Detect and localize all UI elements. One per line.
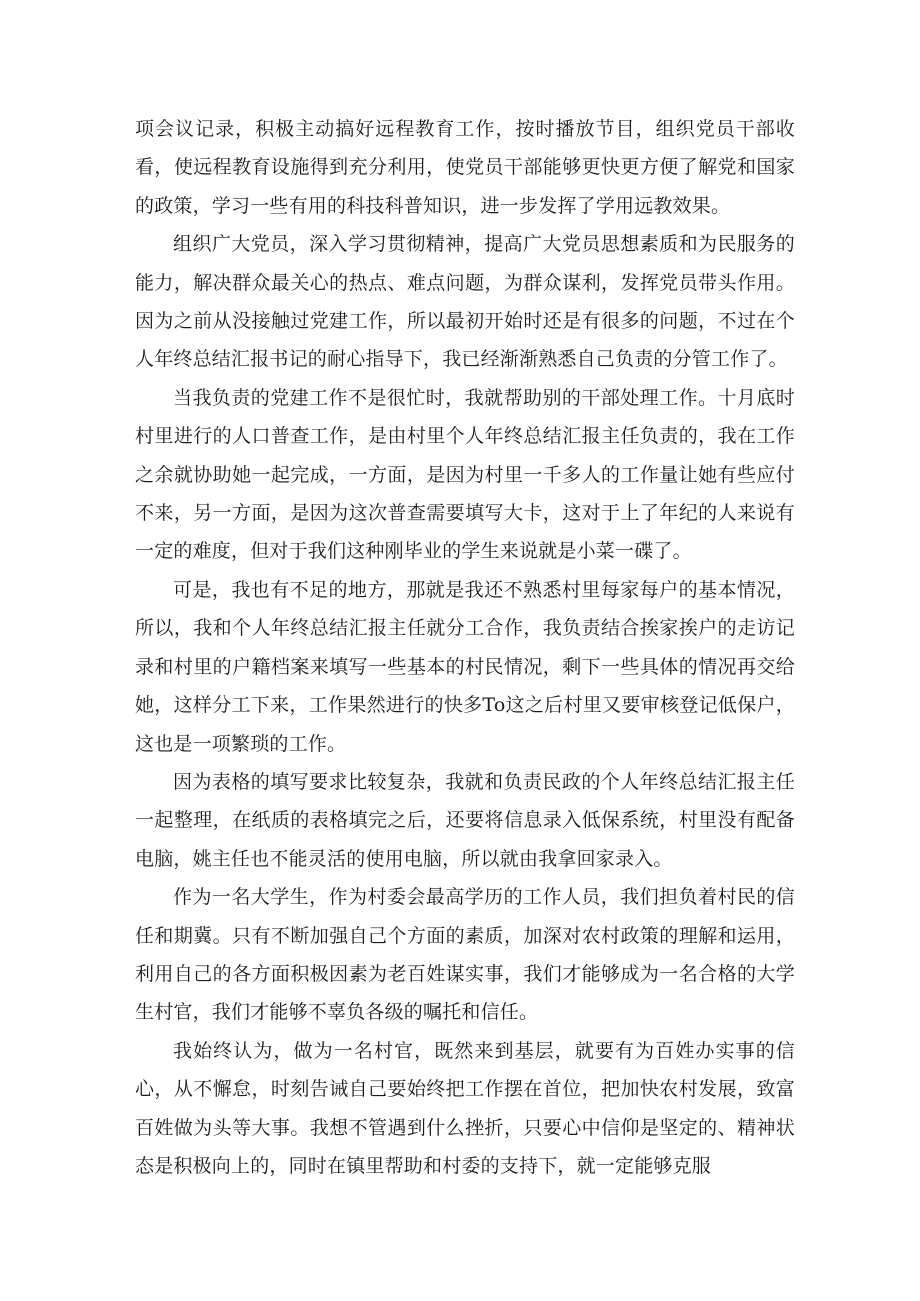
document-body xyxy=(135,110,795,1185)
paragraph-5: 因为表格的填写要求比较复杂，我就和负责民政的个人年终总结汇报主任一起整理，在纸质的表格填完之后，还要将信息录入低保系统，村里没有配备电脑，姚主任也不能灵活的使用电脑，所以就由我拿回家录入。 xyxy=(135,770,795,870)
paragraph-3: 当我负责的党建工作不是很忙时，我就帮助别的干部处理工作。十月底时村里进行的人口普查工作，是由村里个人年终总结汇报主任负责的，我在工作之余就协助她一起完成，一方面，是因为村里一千多人的工作量让她有些应付不来，另一方面，是因为这次普查需要填写大卡，这对于上了年纪的人来说有一定的难度，但对于我们这种刚毕业的学生来说就是小菜一碟了。 xyxy=(135,386,795,563)
paragraph-6: 作为一名大学生，作为村委会最高学历的工作人员，我们担负着村民的信任和期冀。只有不断加强自己个方面的素质，加深对农村政策的理解和运用，利用自己的各方面积极因素为老百姓谋实事，我们才能够成为一名合格的大学生村官，我们才能够不辜负各级的嘱托和信任。 xyxy=(135,886,795,1024)
paragraph-4: 可是，我也有不足的地方，那就是我还不熟悉村里每家每户的基本情况，所以，我和个人年终总结汇报主任就分工合作，我负责结合挨家挨户的走访记录和村里的户籍档案来填写一些基本的村民情况，剩下一些具体的情况再交给她，这样分工下来，工作果然进行的快多To这之后村里又要审核登记低保户，这也是一项繁琐的工作。 xyxy=(135,578,795,755)
paragraph-1: 项会议记录，积极主动搞好远程教育工作，按时播放节目，组织党员干部收看，使远程教育设施得到充分利用，使党员干部能够更快更方便了解党和国家的政策，学习一些有用的科技科普知识，进一步发挥了学用远教效果。 xyxy=(135,118,795,217)
paragraph-2: 组织广大党员，深入学习贯彻精神，提高广大党员思想素质和为民服务的能力，解决群众最关心的热点、难点问题，为群众谋利，发挥党员带头作用。因为之前从没接触过党建工作，所以最初开始时还是有很多的问题，不过在个人年终总结汇报书记的耐心指导下，我已经渐渐熟悉自己负责的分管工作了。 xyxy=(135,233,795,371)
paragraph-7: 我始终认为，做为一名村官，既然来到基层，就要有为百姓办实事的信心，从不懈怠，时刻告诫自己要始终把工作摆在首位，把加快农村发展，致富百姓做为头等大事。我想不管遇到什么挫折，只要心中信仰是坚定的、精神状态是积极向上的，同时在镇里帮助和村委的支持下，就一定能够克服 xyxy=(135,1039,795,1177)
